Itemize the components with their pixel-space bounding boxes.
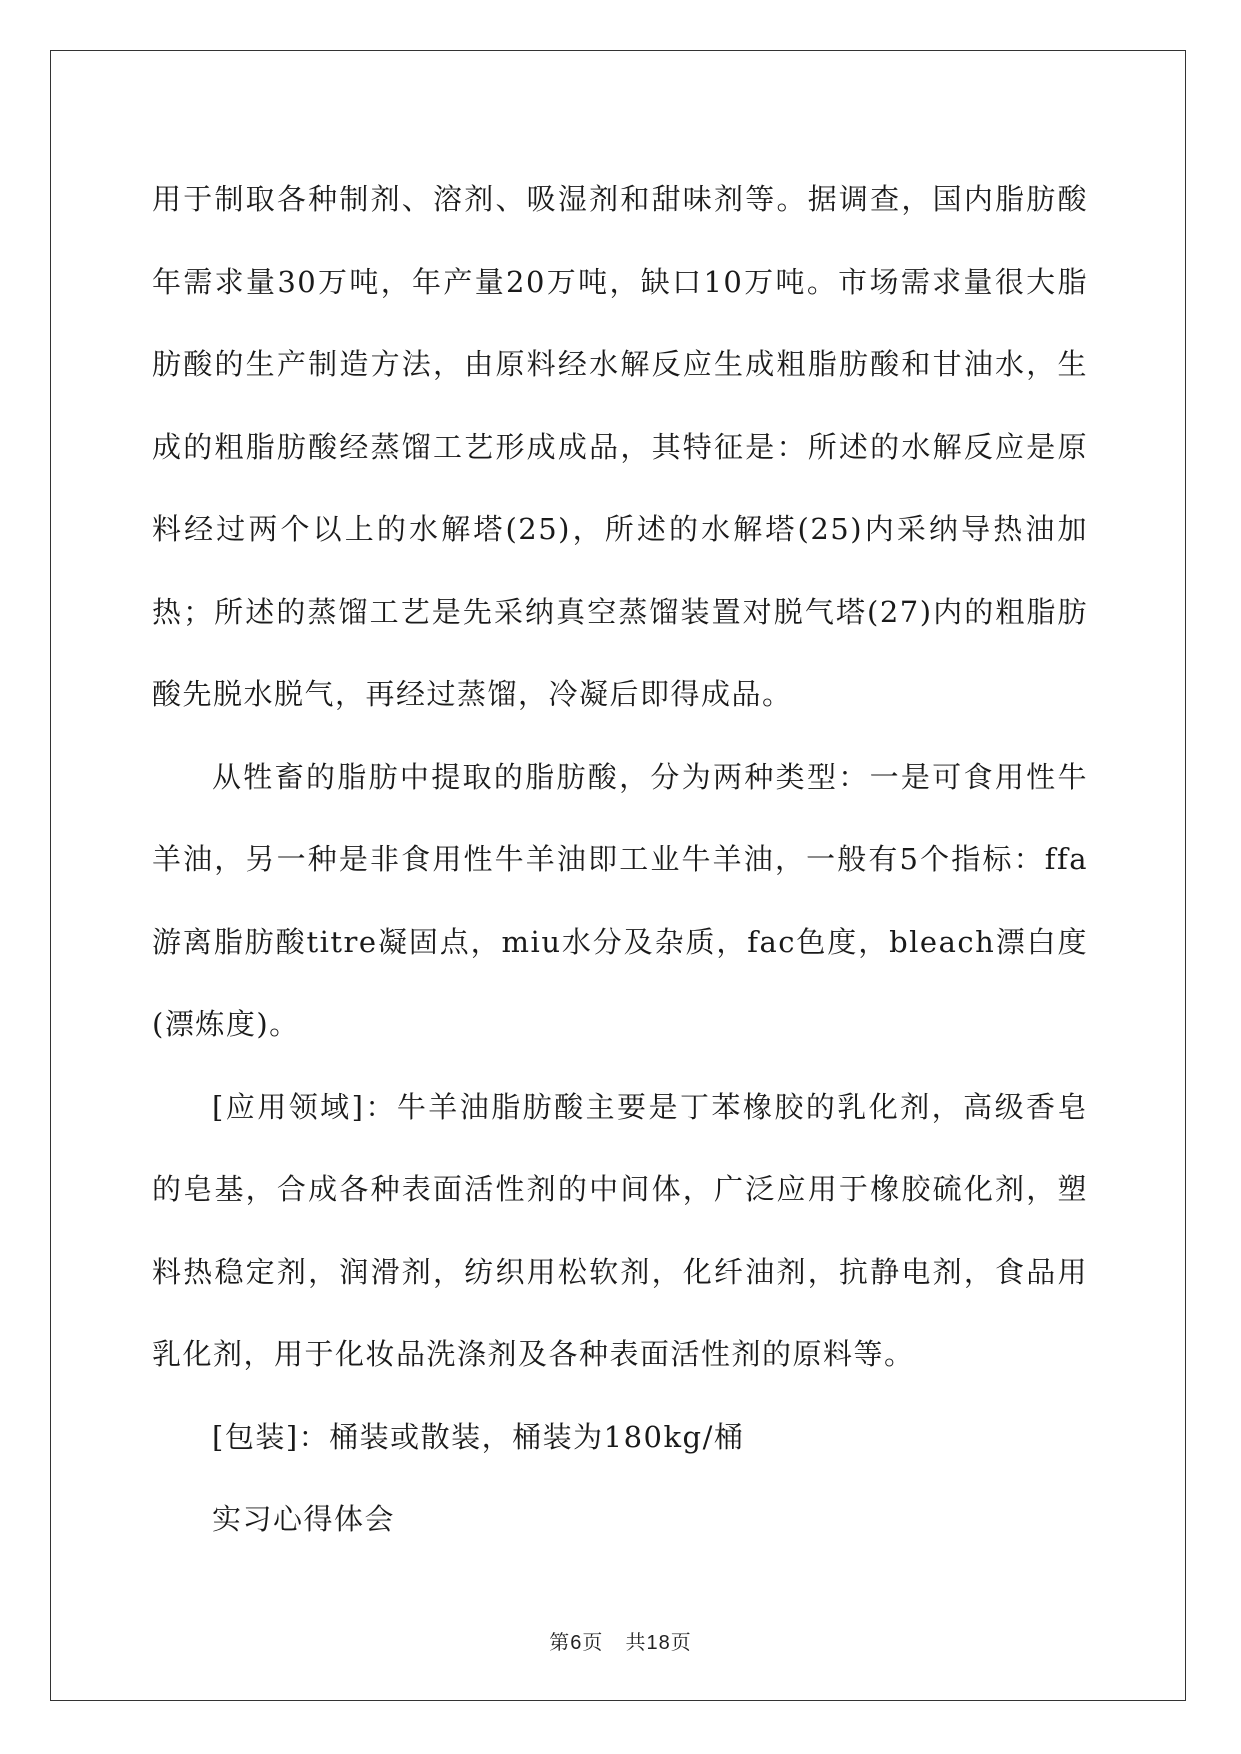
paragraph-5: 实习心得体会 [212, 1502, 396, 1536]
paragraph-2: 从牲畜的脂肪中提取的脂肪酸，分为两种类型：一是可食用性牛羊油，另一种是非食用性牛羊油即工业牛羊油，一般有5个指标：ffa游离脂肪酸titre凝固点，miu水分及杂质，fac色度，bleach漂白度(漂炼度)。 [152, 759, 1088, 1041]
total-prefix: 共 [625, 1630, 647, 1654]
page-number: 6 [570, 1632, 583, 1654]
total-suffix: 页 [670, 1630, 692, 1654]
page-suffix: 页 [582, 1630, 604, 1654]
paragraph-3: [应用领域]：牛羊油脂肪酸主要是丁苯橡胶的乳化剂，高级香皂的皂基，合成各种表面活性剂的中间体，广泛应用于橡胶硫化剂，塑料热稳定剂，润滑剂，纺织用松软剂，化纤油剂，抗静电剂，食品用乳化剂，用于化妆品洗涤剂及各种表面活性剂的原料等。 [152, 1089, 1088, 1371]
paragraph-4: [包装]：桶装或散装，桶装为180kg/桶 [212, 1419, 745, 1454]
page-prefix: 第 [549, 1630, 571, 1654]
total-pages: 18 [646, 1632, 671, 1654]
page-footer [0, 1626, 1241, 1655]
document-body [152, 158, 1088, 1561]
paragraph-1: 用于制取各种制剂、溶剂、吸湿剂和甜味剂等。据调查，国内脂肪酸年需求量30万吨，年产量20万吨，缺口10万吨。市场需求量很大脂肪酸的生产制造方法，由原料经水解反应生成粗脂肪酸和甘油水，生成的粗脂肪酸经蒸馏工艺形成成品，其特征是：所述的水解反应是原料经过两个以上的水解塔(25)，所述的水解塔(25)内采纳导热油加热；所述的蒸馏工艺是先采纳真空蒸馏装置对脱气塔(27)内的粗脂肪酸先脱水脱气，再经过蒸馏，冷凝后即得成品。 [152, 182, 1088, 711]
